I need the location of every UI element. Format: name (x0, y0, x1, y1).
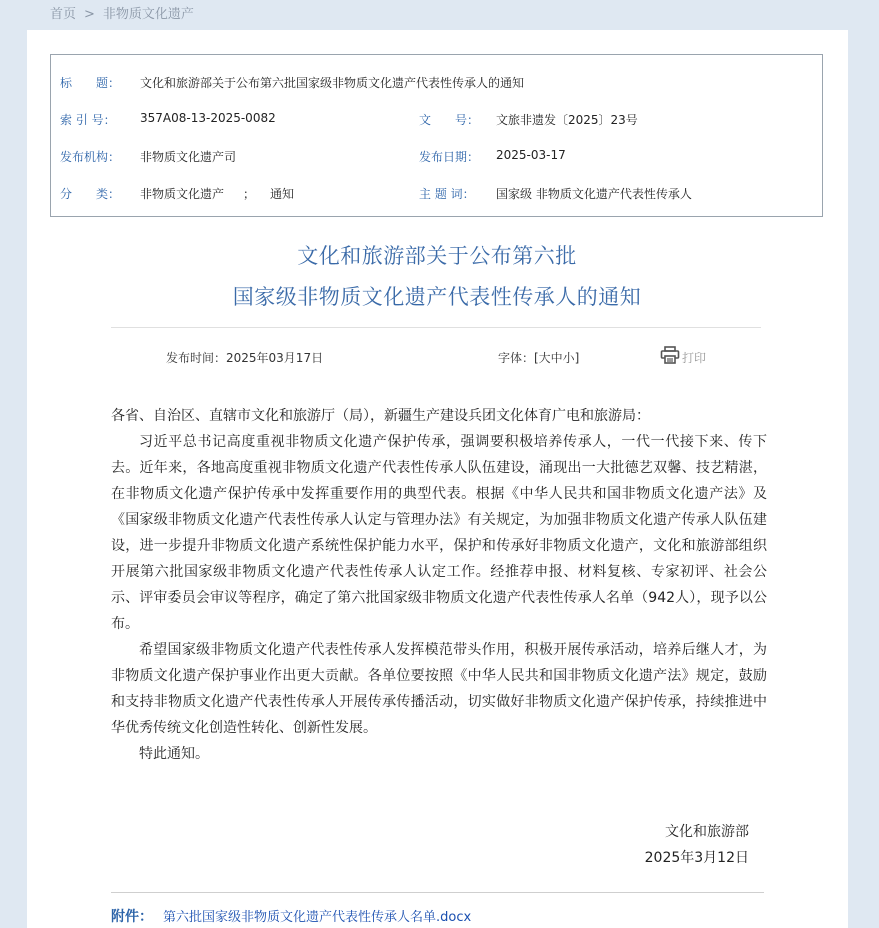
meta-org-value: 非物质文化遗产司 (140, 150, 237, 164)
closing-line: 特此通知。 (139, 746, 209, 762)
body-paragraph-2: 希望国家级非物质文化遗产代表性传承人发挥模范带头作用，积极开展传承活动，培养后继人才，为非物质文化遗产保护事业作出更大贡献。各单位要按照《中华人民共和国非物质文化遗产法》规定，鼓励和支持非物质文化遗产代表性传承人开展传承传播活动，切实做好非物质文化遗产保护传承，持续推进中华优秀传统文化创造性转化、创新性发展。 (111, 642, 767, 736)
printer-icon (660, 346, 680, 364)
meta-index-value: 357A08-13-2025-0082 (140, 111, 276, 125)
meta-category-label: 分 类： (60, 187, 121, 201)
metadata-table (50, 54, 823, 217)
meta-subject-value: 国家级 非物质文化遗产代表性传承人 (496, 187, 692, 201)
meta-title-value: 文化和旅游部关于公布第六批国家级非物质文化遗产代表性传承人的通知 (140, 76, 525, 90)
publish-time: 发布时间：2025年03月17日 (166, 351, 324, 365)
article-body (111, 403, 767, 767)
signature-org: 文化和旅游部 (665, 824, 749, 840)
meta-docno-value: 文旅非遗发〔2025〕23号 (496, 113, 638, 127)
meta-category-value-2: 通知 (270, 187, 295, 201)
meta-title-label: 标 题： (60, 76, 121, 90)
breadcrumb-current-link[interactable]: 非物质文化遗产 (102, 7, 194, 22)
title-divider (111, 327, 761, 328)
meta-date-value: 2025-03-17 (496, 148, 566, 162)
meta-index-label: 索 引 号： (60, 113, 116, 127)
breadcrumb-separator: > (84, 7, 95, 22)
article-title-line-2: 国家级非物质文化遗产代表性传承人的通知 (232, 285, 642, 309)
signature-date: 2025年3月12日 (644, 850, 749, 866)
meta-date-label: 发布日期： (419, 150, 480, 164)
attachment-label: 附件： (111, 909, 153, 925)
salutation: 各省、自治区、直辖市文化和旅游厅（局），新疆生产建设兵团文化体育广电和旅游局： (111, 408, 650, 424)
body-paragraph-1: 习近平总书记高度重视非物质文化遗产保护传承，强调要积极培养传承人，一代一代接下来、传下去。近年来，各地高度重视非物质文化遗产代表性传承人队伍建设，涌现出一大批德艺双馨、技艺精湛，在非物质文化遗产保护传承中发挥重要作用的典型代表。根据《中华人民共和国非物质文化遗产法》及《国家级非物质文化遗产代表性传承人认定与管理办法》有关规定，为加强非物质文化遗产传承人队伍建设，进一步提升非物质文化遗产系统性保护能力水平，保护和传承好非物质文化遗产，文化和旅游部组织开展第六批国家级非物质文化遗产代表性传承人认定工作。经推荐申报、材料复核、专家初评、社会公示、评审委员会审议等程序，确定了第六批国家级非物质文化遗产代表性传承人名单（942人），现予以公布。 (111, 434, 767, 632)
print-button[interactable] (660, 345, 720, 365)
meta-org-label: 发布机构： (60, 150, 121, 164)
font-size-selector[interactable]: 字体：[大中小] (498, 351, 580, 365)
meta-category-separator: ； (243, 187, 256, 201)
attachment-divider (111, 892, 764, 893)
article-title-line-1: 文化和旅游部关于公布第六批 (297, 244, 577, 268)
print-label: 打印 (682, 351, 707, 365)
attachment-link[interactable]: 第六批国家级非物质文化遗产代表性传承人名单.docx (163, 910, 472, 925)
meta-subject-label: 主 题 词： (419, 187, 475, 201)
meta-category-value-1: 非物质文化遗产 (140, 187, 225, 201)
breadcrumb-home-link[interactable]: 首页 (50, 7, 77, 22)
breadcrumb (50, 3, 194, 22)
top-bar (0, 0, 879, 24)
meta-docno-label: 文 号： (419, 113, 480, 127)
